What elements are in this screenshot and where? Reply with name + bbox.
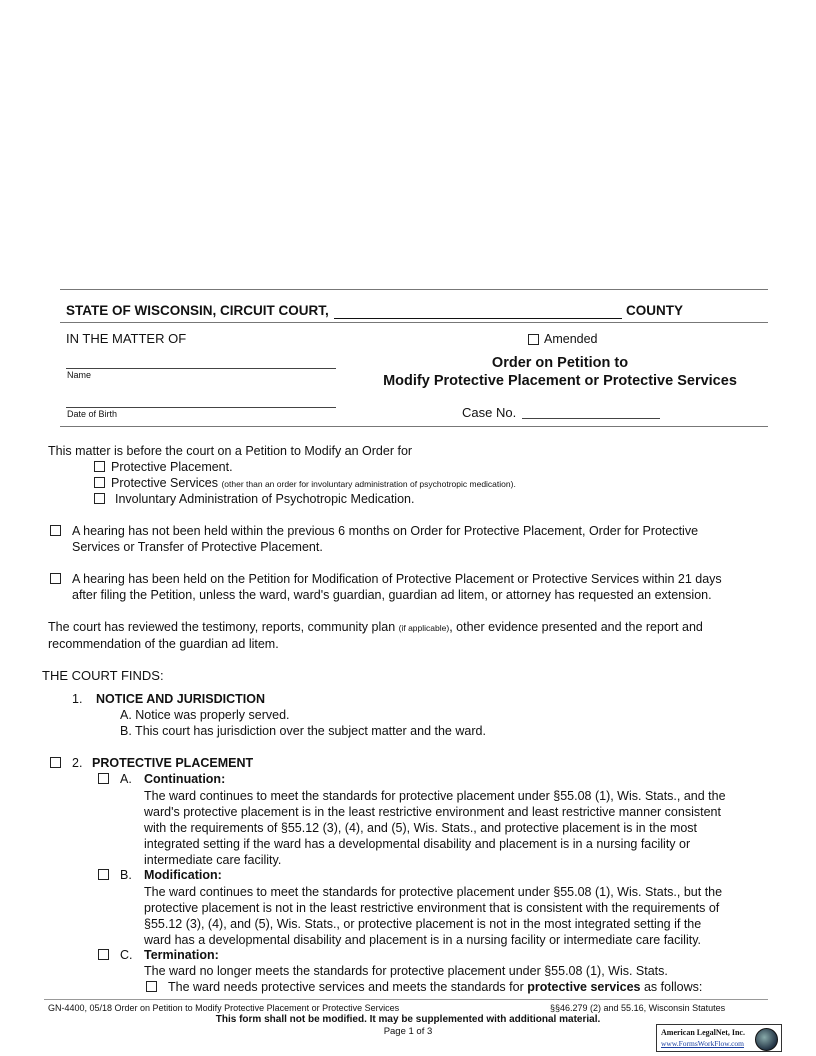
modification-line: ward has a developmental disability and placement is in a nursing facility or intermediate care facility. bbox=[144, 933, 701, 947]
modification-letter: B. bbox=[120, 868, 132, 882]
continuation-line: with the requirements of §55.12 (3), (4), and (5), Wis. Stats., and protective placement is in the most bbox=[144, 821, 698, 835]
continuation-line: integrated setting if the ward has a developmental disability and placement is in a nursing facility or bbox=[144, 837, 691, 851]
form-title-line1: Order on Petition to bbox=[491, 355, 629, 371]
hearing-not-held-checkbox[interactable] bbox=[50, 525, 61, 536]
logo-name: American LegalNet, Inc. bbox=[661, 1028, 745, 1037]
continuation-line: The ward continues to meet the standards for protective placement under §55.08 (1), Wis. Stats., and the bbox=[144, 789, 726, 803]
hearing-not-held-line1: A hearing has not been held within the previous 6 months on Order for Protective Placement, Order for Protective bbox=[72, 524, 699, 538]
review-line1-b: , other evidence presented and the report and bbox=[449, 620, 703, 634]
section1-item-a: A. Notice was properly served. bbox=[120, 708, 290, 722]
header-bottom-rule bbox=[60, 426, 768, 427]
review-line1-a: The court has reviewed the testimony, reports, community plan bbox=[48, 620, 396, 634]
section2-title: PROTECTIVE PLACEMENT bbox=[92, 756, 254, 770]
case-no-label: Case No. bbox=[462, 405, 517, 420]
legalnet-logo[interactable] bbox=[656, 1024, 782, 1052]
review-text bbox=[48, 619, 703, 652]
review-line1 bbox=[48, 619, 703, 636]
hearing-not-held-text bbox=[72, 523, 698, 555]
protective-services-needed-bold: protective services bbox=[527, 980, 641, 994]
amended-checkbox[interactable] bbox=[528, 334, 539, 345]
logo-url[interactable]: www.FormsWorkFlow.com bbox=[661, 1039, 745, 1048]
continuation-line: ward's protective placement is in the least restrictive environment and least restrictive manner consistent bbox=[144, 805, 721, 819]
amended-label: Amended bbox=[544, 332, 598, 346]
protective-services-needed-b: as follows: bbox=[643, 980, 703, 994]
modification-line: protective placement is not in the least restrictive environment that is consistent with the requirements of bbox=[144, 901, 720, 915]
hearing-not-held-line2: Services or Transfer of Protective Placement. bbox=[72, 540, 323, 554]
hearing-held-line1: A hearing has been held on the Petition for Modification of Protective Placement or Protective Services within 21 days bbox=[72, 572, 722, 586]
services-option-note: (other than an order for involuntary administration of psychotropic medication). bbox=[221, 479, 516, 489]
form-title-line2: Modify Protective Placement or Protective Services bbox=[383, 373, 737, 389]
case-no-field[interactable] bbox=[522, 418, 660, 419]
modification-checkbox[interactable] bbox=[98, 869, 109, 880]
services-option-label: Protective Services bbox=[111, 476, 218, 490]
services-checkbox[interactable] bbox=[94, 477, 105, 488]
dob-label: Date of Birth bbox=[67, 409, 118, 419]
review-note: (if applicable) bbox=[398, 623, 450, 633]
modification-title: Modification: bbox=[144, 868, 222, 882]
termination-checkbox[interactable] bbox=[98, 949, 109, 960]
in-the-matter-of-label: IN THE MATTER OF bbox=[66, 331, 187, 346]
modification-line: §55.12 (3), (4), and (5), Wis. Stats., or protective placement is not in the most integrated setting if the bbox=[144, 917, 702, 931]
review-line2: recommendation of the guardian ad litem. bbox=[48, 637, 279, 651]
hearing-held-text bbox=[72, 571, 722, 603]
hearing-held-line2: after filing the Petition, unless the ward, ward's guardian, guardian ad litem, or attorney has requested an extension. bbox=[72, 588, 712, 602]
continuation-title: Continuation: bbox=[144, 772, 226, 786]
protective-services-needed-checkbox[interactable] bbox=[146, 981, 157, 992]
dob-field[interactable] bbox=[66, 407, 336, 408]
continuation-line: intermediate care facility. bbox=[144, 853, 282, 867]
section2-number: 2. bbox=[72, 756, 83, 770]
footer-page-number: Page 1 of 3 bbox=[383, 1026, 433, 1037]
name-field[interactable] bbox=[66, 368, 336, 369]
intro-line: This matter is before the court on a Petition to Modify an Order for bbox=[48, 444, 413, 458]
section1-item-b: B. This court has jurisdiction over the subject matter and the ward. bbox=[120, 724, 486, 738]
name-label: Name bbox=[67, 370, 92, 380]
services-option bbox=[111, 476, 516, 490]
footer-statutes: §§46.279 (2) and 55.16, Wisconsin Statutes bbox=[550, 1003, 726, 1013]
termination-line1: The ward no longer meets the standards for protective placement under §55.08 (1), Wis. Stats. bbox=[144, 964, 668, 978]
continuation-letter: A. bbox=[120, 772, 132, 786]
county-label: COUNTY bbox=[626, 303, 683, 318]
placement-checkbox[interactable] bbox=[94, 461, 105, 472]
medication-option-label: Involuntary Administration of Psychotropic Medication. bbox=[115, 492, 415, 506]
county-name-field[interactable] bbox=[334, 318, 622, 319]
continuation-text bbox=[144, 788, 726, 868]
section1-title: NOTICE AND JURISDICTION bbox=[96, 692, 265, 706]
footer-form-id: GN-4400, 05/18 Order on Petition to Modify Protective Placement or Protective Services bbox=[48, 1003, 400, 1013]
modification-text bbox=[144, 884, 722, 948]
protective-services-needed-a: The ward needs protective services and meets the standards for bbox=[168, 980, 524, 994]
termination-title: Termination: bbox=[144, 948, 219, 962]
header-court-rule bbox=[60, 322, 768, 323]
protective-services-needed-text bbox=[168, 980, 702, 994]
section1-number: 1. bbox=[72, 692, 83, 706]
section2-checkbox[interactable] bbox=[50, 757, 61, 768]
header-top-rule bbox=[60, 289, 768, 290]
continuation-checkbox[interactable] bbox=[98, 773, 109, 784]
hearing-held-checkbox[interactable] bbox=[50, 573, 61, 584]
court-finds-heading: THE COURT FINDS: bbox=[42, 668, 164, 683]
placement-option-label: Protective Placement. bbox=[111, 460, 233, 474]
termination-letter: C. bbox=[120, 948, 133, 962]
court-prefix: STATE OF WISCONSIN, CIRCUIT COURT, bbox=[66, 303, 329, 318]
logo-globe-icon bbox=[755, 1028, 778, 1051]
footer-notice: This form shall not be modified. It may be supplemented with additional material. bbox=[215, 1014, 601, 1025]
medication-checkbox[interactable] bbox=[94, 493, 105, 504]
footer-rule bbox=[44, 999, 768, 1000]
modification-line: The ward continues to meet the standards for protective placement under §55.08 (1), Wis. Stats., but the bbox=[144, 885, 723, 899]
